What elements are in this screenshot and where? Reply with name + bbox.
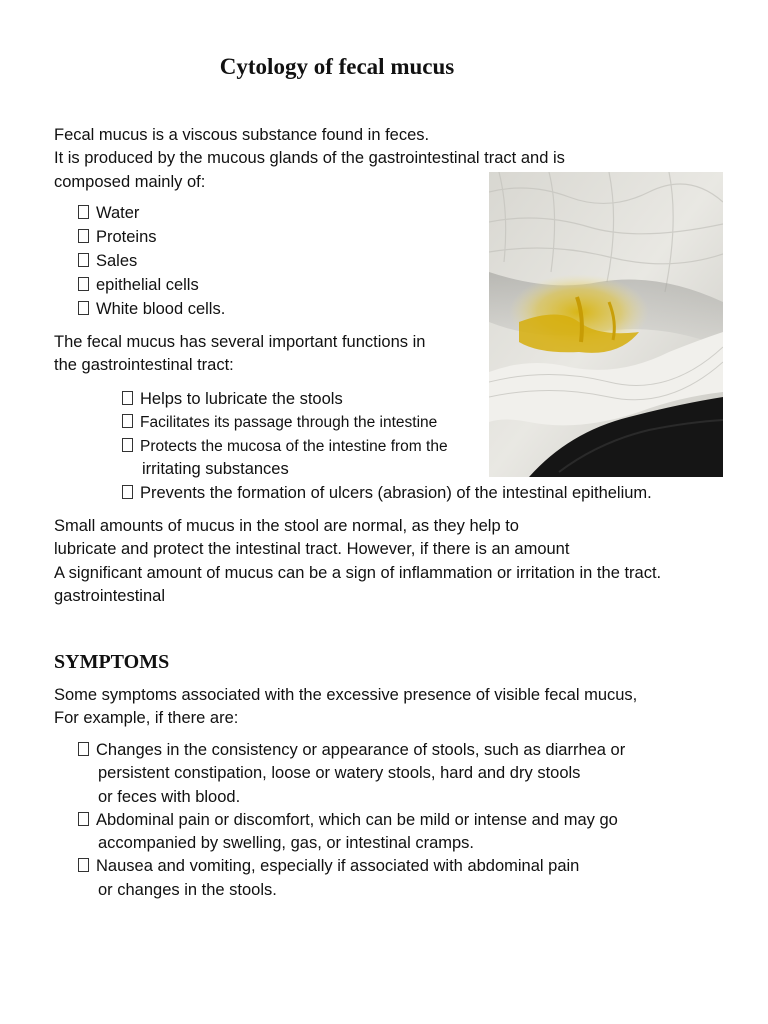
intro-line: composed mainly of: (54, 172, 206, 191)
bullet-box-icon (78, 812, 89, 826)
page-title: Cytology of fecal mucus (219, 54, 455, 79)
list-item: Nausea and vomiting, especially if associated with abdominal pain or changes in the stools. (78, 855, 625, 902)
composition-list (78, 201, 225, 321)
normal-amount-paragraph (54, 515, 661, 609)
bullet-box-icon (78, 742, 89, 756)
bullet-box-icon (78, 229, 89, 243)
list-item: Changes in the consistency or appearance of stools, such as diarrhea or persistent constipation, loose or watery stools, hard and dry stools or feces with blood. (78, 739, 625, 809)
functions-intro-paragraph (54, 331, 425, 378)
paragraph-line: gastrointestinal (54, 587, 165, 606)
bullet-box-icon (122, 391, 133, 405)
bullet-box-icon (122, 485, 133, 499)
list-item: Protects the mucosa of the intestine from the irritating substances (122, 435, 652, 481)
paragraph-line: For example, if there are: (54, 709, 239, 728)
symptoms-intro-paragraph (54, 684, 637, 731)
paragraph-line: Some symptoms associated with the excessive presence of visible fecal mucus, (54, 686, 638, 704)
paragraph-line: Small amounts of mucus in the stool are normal, as they help to (54, 517, 519, 535)
functions-intro-line: The fecal mucus has several important functions in (54, 333, 426, 351)
bullet-box-icon (122, 414, 133, 428)
bullet-box-icon (78, 277, 89, 291)
list-item: Proteins (78, 225, 225, 249)
list-item: epithelial cells (78, 273, 225, 297)
list-item: Abdominal pain or discomfort, which can be mild or intense and may go accompanied by swelling, gas, or intestinal cramps. (78, 809, 625, 856)
bullet-box-icon (78, 301, 89, 315)
bullet-box-icon (78, 253, 89, 267)
mucus-diaper-photo (489, 172, 723, 477)
list-item: Helps to lubricate the stools (122, 387, 652, 411)
paragraph-line: lubricate and protect the intestinal tract. However, if there is an amount (54, 540, 570, 559)
list-item: Prevents the formation of ulcers (abrasion) of the intestinal epithelium. (122, 481, 652, 505)
intro-line: Fecal mucus is a viscous substance found in feces. (54, 126, 430, 144)
bullet-box-icon (78, 858, 89, 872)
bullet-box-icon (78, 205, 89, 219)
symptoms-list (78, 739, 625, 902)
functions-intro-line: the gastrointestinal tract: (54, 356, 234, 375)
paragraph-line: A significant amount of mucus can be a sign of inflammation or irritation in the tract. (54, 563, 662, 582)
list-item: Facilitates its passage through the intestine (122, 411, 652, 435)
list-item: White blood cells. (78, 297, 225, 321)
list-item: Sales (78, 249, 225, 273)
symptoms-heading: SYMPTOMS (54, 651, 170, 673)
diaper-photo-illustration (489, 172, 723, 477)
bullet-box-icon (122, 438, 133, 452)
list-item: Water (78, 201, 225, 225)
intro-line: It is produced by the mucous glands of the gastrointestinal tract and is (54, 149, 565, 168)
